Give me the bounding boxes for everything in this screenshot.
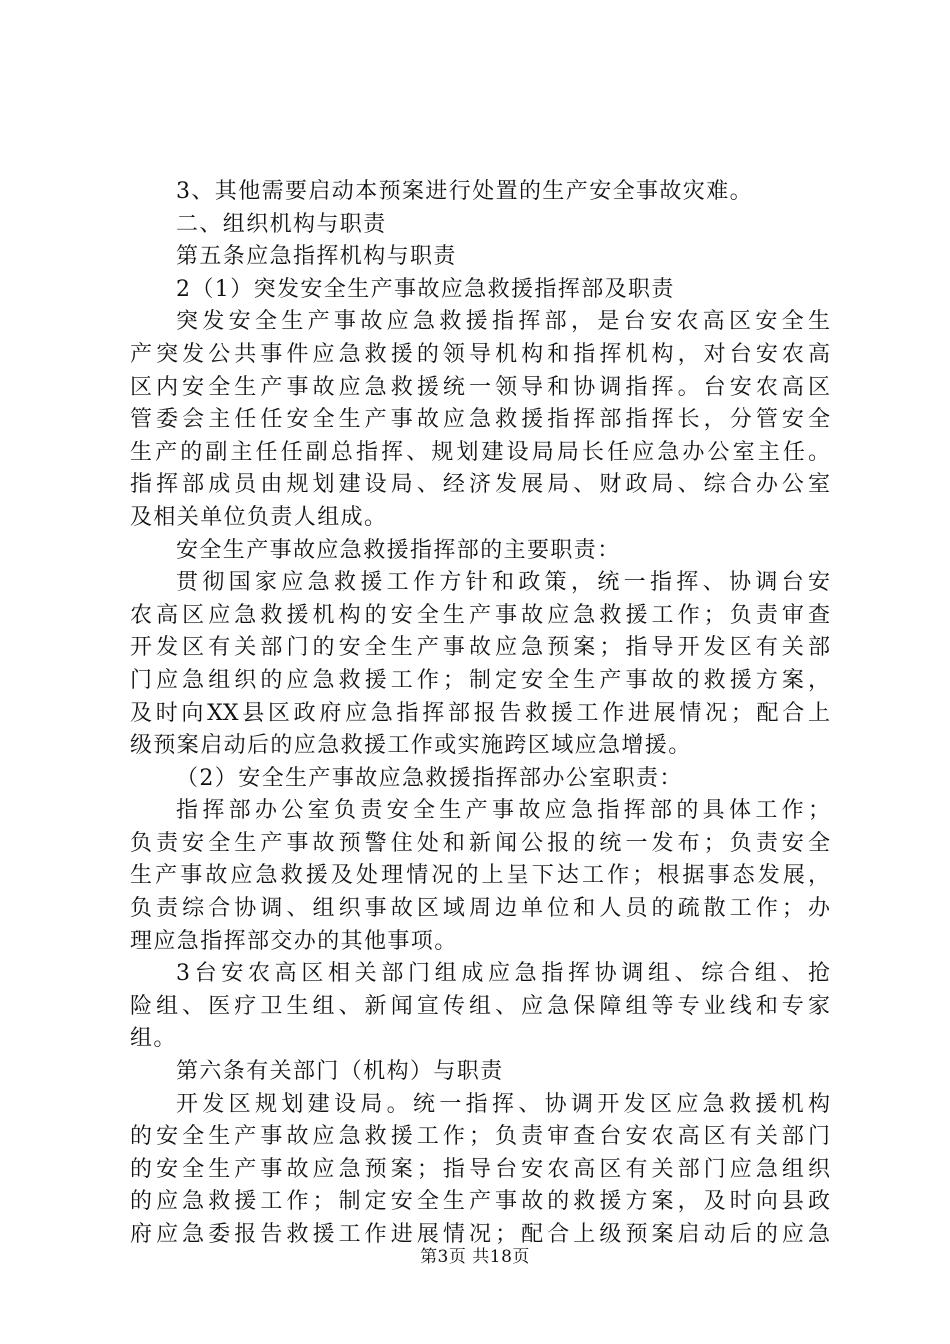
text-line: 贯彻国家应急救援工作方针和政策，统一指挥、协调台安 [176,570,830,596]
text-line: 产突发公共事件应急救援的领导机构和指挥机构，对台安农高 [130,341,830,367]
text-line: 管委会主任任安全生产事故应急救援指挥部指挥长，分管安全 [130,407,830,433]
text-line: 理应急指挥部交办的其他事项。 [130,928,458,954]
text-line: 及时向XX县区政府应急指挥部报告救援工作进展情况；配合上 [130,700,830,726]
text-line: 指挥部成员由规划建设局、经济发展局、财政局、综合办公室 [130,472,830,498]
article-heading: 第五条应急指挥机构与职责 [176,244,457,270]
text-line: 门应急组织的应急救援工作；制定安全生产事故的救援方案， [130,667,830,693]
text-line: 的安全生产事故应急救援工作；负责审查台安农高区有关部门 [130,1124,830,1150]
text-line: 指挥部办公室负责安全生产事故应急指挥部的具体工作； [176,798,830,824]
article-heading: 第六条有关部门（机构）与职责 [176,1059,504,1085]
document-body [130,176,830,1252]
subsection-heading: 2（1）突发安全生产事故应急救援指挥部及职责 [176,276,675,302]
text-line: 生产的副主任任副总指挥、规划建设局局长任应急办公室主任。 [130,439,830,465]
text-line: 生产事故应急救援及处理情况的上呈下达工作；根据事态发展， [130,863,830,889]
text-line: 突发安全生产事故应急救援指挥部，是台安农高区安全生 [176,309,830,335]
text-line: 区内安全生产事故应急救援统一领导和协调指挥。台安农高区 [130,374,830,400]
text-line: 及相关单位负责人组成。 [130,504,388,530]
text-line: 3、其他需要启动本预案进行处置的生产安全事故灾难。 [176,179,753,204]
text-line: 的安全生产事故应急预案；指导台安农高区有关部门应急组织 [130,1156,830,1182]
text-line: 的应急救援工作；制定安全生产事故的救援方案，及时向县政 [130,1189,830,1215]
text-line: 安全生产事故应急救援指挥部的主要职责： [176,537,621,563]
text-line: 开发区有关部门的安全生产事故应急预案；指导开发区有关部 [130,635,830,661]
page-number-footer: 第3页 共18页 [420,1247,530,1267]
text-line: 负责综合协调、组织事故区域周边单位和人员的疏散工作；办 [130,896,830,922]
subsection-heading: （2）安全生产事故应急救援指挥部办公室职责： [176,765,683,791]
section-heading: 二、组织机构与职责 [176,211,387,237]
text-line: 级预案启动后的应急救援工作或实施跨区域应急增援。 [130,733,692,759]
text-line: 开发区规划建设局。统一指挥、协调开发区应急救援机构 [176,1091,830,1117]
text-line: 负责安全生产事故预警住处和新闻公报的统一发布；负责安全 [130,830,830,856]
text-line: 组。 [130,1026,177,1052]
text-line: 府应急委报告救援工作进展情况；配合上级预案启动后的应急 [130,1222,830,1247]
text-line: 3台安农高区相关部门组成应急指挥协调组、综合组、抢 [176,961,830,987]
text-line: 农高区应急救援机构的安全生产事故应急救援工作；负责审查 [130,602,830,628]
text-line: 险组、医疗卫生组、新闻宣传组、应急保障组等专业线和专家 [130,993,830,1019]
